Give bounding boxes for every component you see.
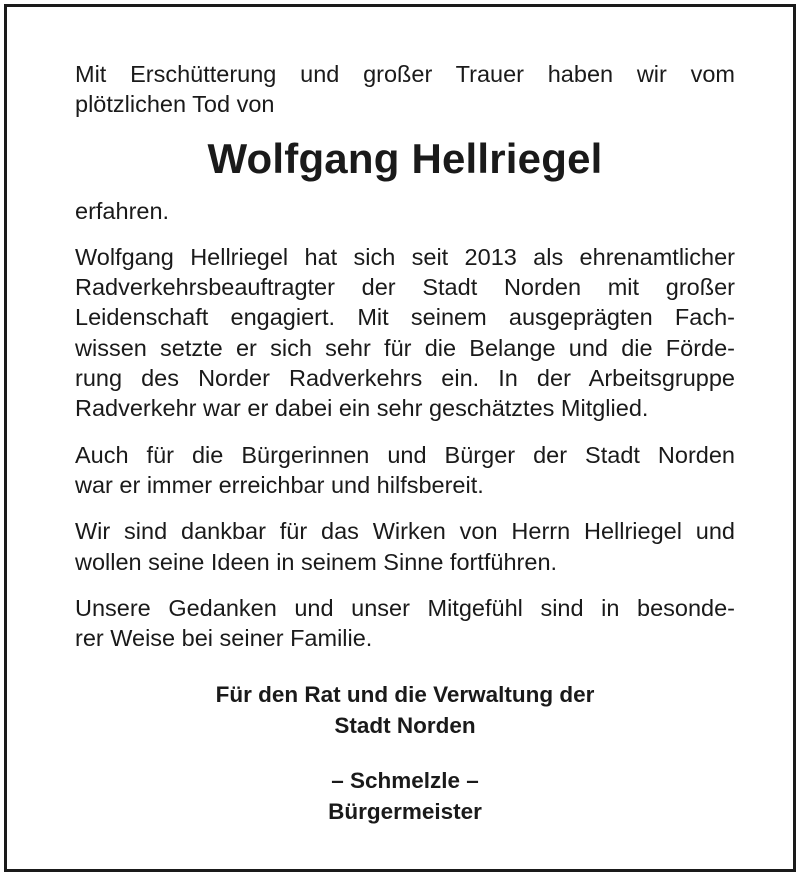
obituary-content (75, 59, 735, 827)
paragraph-line: Wir sind dankbar für das Wirken von Herrn Hellriegel und (75, 518, 735, 545)
paragraph-condolence (75, 593, 735, 654)
paragraph-line: Unsere Gedanken und unser Mitgefühl sind in besonde- (75, 594, 735, 621)
obituary-frame (4, 4, 796, 872)
paragraph-line: Radverkehrsbeauftragter der Stadt Norden mit großer (75, 274, 735, 301)
paragraph-line: Wolfgang Hellriegel hat sich seit 2013 als ehrenamtlicher (75, 243, 735, 270)
intro-paragraph (75, 59, 735, 120)
signature-mayor-name: – Schmelzle – (331, 768, 479, 794)
paragraph-line: wissen setzte er sich sehr für die Belange und die Förde- (75, 334, 735, 361)
paragraph-line: Radverkehr war er dabei ein sehr geschätztes Mitglied. (75, 395, 649, 422)
intro-line: Mit Erschütterung und großer Trauer haben wir vom (75, 61, 735, 87)
intro-line: plötzlichen Tod von (75, 91, 275, 118)
paragraph-line: rung des Norder Radverkehrs ein. In der Arbeitsgruppe (75, 365, 735, 392)
paragraph-line: rer Weise bei seiner Familie. (75, 625, 373, 652)
paragraph-engagement (75, 242, 735, 424)
paragraph-line: wollen seine Ideen in seinem Sinne fortführen. (75, 548, 558, 575)
deceased-name: Wolfgang Hellriegel (207, 134, 603, 182)
signature-council: Für den Rat und die Verwaltung der (215, 682, 595, 708)
after-name-text (75, 196, 735, 226)
signature-block (75, 679, 735, 827)
after-name-line: erfahren. (75, 197, 170, 224)
paragraph-line: war er immer erreichbar und hilfsbereit. (75, 471, 484, 498)
paragraph-line: Auch für die Bürgerinnen und Bürger der Stadt Norden (75, 441, 735, 468)
signature-town: Stadt Norden (334, 713, 476, 739)
paragraph-gratitude (75, 516, 735, 577)
signature-mayor-title: Bürgermeister (328, 799, 482, 825)
paragraph-citizens (75, 440, 735, 501)
paragraph-line: Leidenschaft engagiert. Mit seinem ausgeprägten Fach- (75, 304, 735, 331)
